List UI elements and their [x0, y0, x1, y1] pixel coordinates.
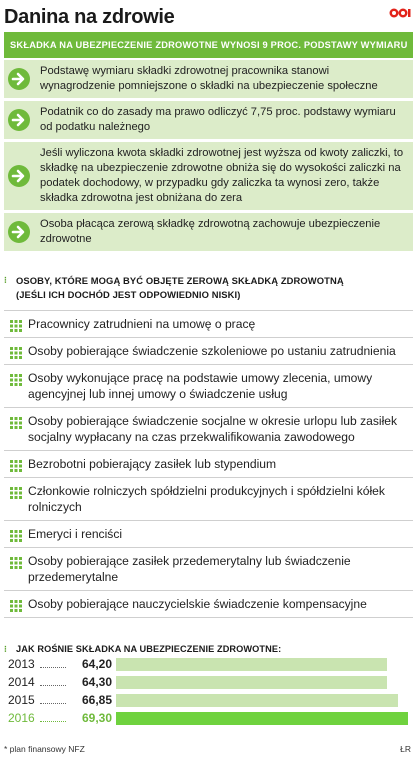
arrow-right-icon	[8, 109, 30, 131]
section-heading	[4, 274, 413, 301]
growth-heading	[4, 643, 413, 655]
list-item	[4, 478, 413, 521]
list-item	[4, 521, 413, 548]
bar-year-label: 2015	[8, 693, 35, 707]
bar-leader	[40, 721, 66, 722]
list-item	[4, 451, 413, 478]
banner: SKŁADKA NA UBEZPIECZENIE ZDROWOTNE WYNOSI 9 PROC. PODSTAWY WYMIARU	[4, 32, 413, 58]
growth-bar-chart	[4, 656, 413, 728]
list-item	[4, 591, 413, 618]
fact-item	[4, 142, 413, 210]
bar-value-label: 66,85	[81, 693, 112, 707]
bar-value-label: 69,30	[81, 711, 112, 725]
grid-bullet-icon	[10, 320, 22, 332]
grid-bullet-icon	[10, 374, 22, 386]
dots-icon: ⁝	[4, 644, 8, 654]
grid-bullet-icon	[10, 460, 22, 472]
facts-list	[4, 60, 413, 254]
grid-bullet-icon	[10, 600, 22, 612]
fact-text: Jeśli wyliczona kwota składki zdrowotnej jest wyższa od kwoty zaliczki, to składkę na ubezpieczenie zdrowotne obniża się do wysokości zaliczki na podatek dochodowy, w przypadku gdy zaliczka ta wynosi zero, także składka zdrowotna jest obniżana do zera	[40, 147, 404, 204]
bar-leader	[40, 703, 66, 704]
bar-leader	[40, 667, 66, 668]
bar-year-label: 2014	[8, 675, 35, 689]
credit: ŁR	[400, 744, 411, 754]
section-heading-line1: OSOBY, KTÓRE MOGĄ BYĆ OBJĘTE ZEROWĄ SKŁADKĄ ZDROWOTNĄ	[16, 275, 344, 286]
fact-item	[4, 213, 413, 251]
bar-value-label: 64,20	[81, 657, 112, 671]
dots-icon: ⁝	[4, 275, 7, 285]
list-item	[4, 311, 413, 338]
list-item-text: Emeryci i renciści	[28, 527, 123, 541]
bar-year-label: 2016	[8, 711, 35, 725]
bar-track	[116, 712, 411, 725]
arrow-right-icon	[8, 68, 30, 90]
arrow-right-icon	[8, 165, 30, 187]
fact-item	[4, 101, 413, 139]
bar	[116, 712, 408, 725]
bar	[116, 694, 398, 707]
bar	[116, 658, 387, 671]
list-item-text: Bezrobotni pobierający zasiłek lub stypendium	[28, 457, 277, 471]
fact-item	[4, 60, 413, 98]
bar-track	[116, 658, 411, 671]
bar-track	[116, 694, 411, 707]
section-heading-line2: (JEŚLI ICH DOCHÓD JEST ODPOWIEDNIO NISKI)	[16, 289, 241, 300]
groups-list	[4, 310, 413, 618]
list-item-text: Osoby pobierające świadczenie szkoleniowe po ustaniu zatrudnienia	[28, 344, 396, 358]
growth-heading-text: JAK ROŚNIE SKŁADKA NA UBEZPIECZENIE ZDROWOTNE:	[16, 644, 282, 654]
fact-text: Podatnik co do zasady ma prawo odliczyć 7,75 proc. podstawy wymiaru od podatku należnego	[40, 106, 396, 133]
list-item	[4, 338, 413, 365]
grid-bullet-icon	[10, 417, 22, 429]
list-item-text: Osoby pobierające nauczycielskie świadczenie kompensacyjne	[28, 597, 367, 611]
grid-bullet-icon	[10, 487, 22, 499]
list-item-text: Osoby pobierające świadczenie socjalne w okresie urlopu lub zasiłek socjalny wypłacany na czas przekwalifikowania zawodowego	[28, 414, 398, 444]
arrow-right-icon	[8, 221, 30, 243]
grid-bullet-icon	[10, 530, 22, 542]
bar-leader	[40, 685, 66, 686]
list-item-text: Pracownicy zatrudnieni na umowę o pracę	[28, 317, 256, 331]
header	[4, 2, 413, 32]
fact-text: Osoba płacąca zerową składkę zdrowotną zachowuje ubezpieczenie zdrowotne	[40, 218, 381, 245]
fact-text: Podstawę wymiaru składki zdrowotnej pracownika stanowi wynagrodzenie pomniejszone o składki na ubezpieczenie społeczne	[40, 65, 378, 92]
bar-track	[116, 676, 411, 689]
bar-year-label: 2013	[8, 657, 35, 671]
page-title: Danina na zdrowie	[4, 6, 175, 28]
bar-row-2013	[4, 656, 413, 673]
list-item-text: Członkowie rolniczych spółdzielni produkcyjnych i spółdzielni kółek rolniczych	[28, 484, 385, 514]
list-item	[4, 408, 413, 451]
list-item	[4, 365, 413, 408]
bar-row-2014	[4, 674, 413, 691]
bar-value-label: 64,30	[81, 675, 112, 689]
list-item-text: Osoby wykonujące pracę na podstawie umowy zlecenia, umowy agencyjnej lub innej umowy o świadczenie usług	[28, 371, 373, 401]
bar-row-2015	[4, 692, 413, 709]
list-item	[4, 548, 413, 591]
grid-bullet-icon	[10, 347, 22, 359]
footnote: * plan finansowy NFZ	[4, 744, 85, 754]
logo-mark	[389, 6, 411, 20]
bar-row-2016	[4, 710, 413, 727]
list-item-text: Osoby pobierające zasiłek przedemerytalny lub świadczenie przedemerytalne	[28, 554, 351, 584]
bar	[116, 676, 387, 689]
grid-bullet-icon	[10, 557, 22, 569]
